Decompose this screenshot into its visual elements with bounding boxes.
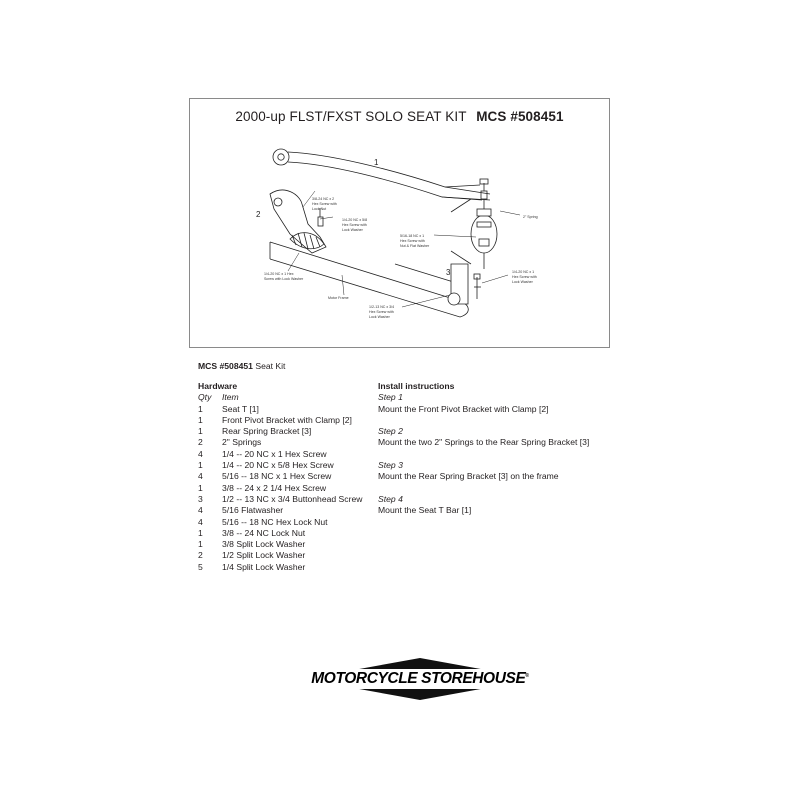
part-number-1: 1 <box>374 158 379 167</box>
callout-3-8-hex <box>312 197 337 211</box>
svg-text:Hex Screw with: Hex Screw with <box>312 202 337 206</box>
hardware-row <box>198 449 376 460</box>
step-text: Mount the Rear Spring Bracket [3] on the frame <box>378 471 559 482</box>
hardware-list <box>198 381 376 573</box>
hardware-qty: 1 <box>198 403 203 414</box>
seat-t-bar <box>273 149 490 200</box>
hardware-item: 3/8 Split Lock Washer <box>222 539 306 550</box>
svg-text:Nut & Flat Washer: Nut & Flat Washer <box>400 244 430 248</box>
part-number-2: 2 <box>256 210 261 219</box>
svg-text:Lock Washer: Lock Washer <box>342 228 363 232</box>
step-text: Mount the two 2" Springs to the Rear Spring Bracket [3] <box>378 437 590 448</box>
hardware-heading: Hardware <box>198 381 238 391</box>
motorcycle-storehouse-logo <box>304 658 536 700</box>
hardware-qty: 1 <box>198 527 203 538</box>
svg-text:3/8-24 NC x 2: 3/8-24 NC x 2 <box>312 197 335 201</box>
hardware-row <box>198 415 376 426</box>
hardware-item: 5/16 -- 18 NC Hex Lock Nut <box>222 516 328 527</box>
svg-text:5/16-18 NC x 1: 5/16-18 NC x 1 <box>400 234 425 238</box>
hardware-item: 2" Springs <box>222 437 262 448</box>
rear-spring-bracket <box>448 264 481 305</box>
step-label: Step 1 <box>378 392 403 403</box>
hardware-item: Rear Spring Bracket [3] <box>222 426 312 437</box>
hardware-qty: 5 <box>198 561 203 572</box>
svg-text:Hex Screw with: Hex Screw with <box>512 275 537 279</box>
hardware-row <box>198 562 376 573</box>
step-label: Step 3 <box>378 460 403 471</box>
hardware-qty: 4 <box>198 448 203 459</box>
part-number-3: 3 <box>446 268 451 277</box>
hardware-qty: 3 <box>198 493 203 504</box>
hardware-qty: 1 <box>198 482 203 493</box>
hardware-row <box>198 426 376 437</box>
hardware-qty: 4 <box>198 505 203 516</box>
hardware-row <box>198 494 376 505</box>
callout-1-4-5-8-hex <box>342 218 367 232</box>
hardware-item: 3/8 -- 24 x 2 1/4 Hex Screw <box>222 482 327 493</box>
hardware-qty: 1 <box>198 460 203 471</box>
kit-heading <box>198 361 285 371</box>
callout-1-4-1-hex-left <box>264 272 304 281</box>
hardware-qty: 1 <box>198 426 203 437</box>
hardware-qty: 2 <box>198 437 203 448</box>
callout-1-2-hex <box>369 305 394 319</box>
qty-column-header: Qty <box>198 392 212 403</box>
hardware-item: 1/2 Split Lock Washer <box>222 550 306 561</box>
hardware-item: 1/4 -- 20 NC x 5/8 Hex Screw <box>222 460 334 471</box>
svg-text:Hex Screw with: Hex Screw with <box>342 223 367 227</box>
logo-wordmark: MOTORCYCLE STOREHOUSE <box>311 670 526 687</box>
svg-text:1/2-13 NC x 3/4: 1/2-13 NC x 3/4 <box>369 305 395 309</box>
svg-text:Lock Washer: Lock Washer <box>512 280 533 284</box>
hardware-item: 1/2 -- 13 NC x 3/4 Buttonhead Screw <box>222 493 363 504</box>
svg-text:Lock Washer: Lock Washer <box>369 315 390 319</box>
hardware-row <box>198 505 376 516</box>
hardware-row <box>198 460 376 471</box>
registered-mark: ® <box>525 672 529 679</box>
hardware-row <box>198 471 376 482</box>
spring-assembly <box>451 199 497 269</box>
diagram-kit-number: MCS #508451 <box>476 109 564 124</box>
hardware-item: 5/16 Flatwasher <box>222 505 284 516</box>
hardware-item: 1/4 -- 20 NC x 1 Hex Screw <box>222 448 327 459</box>
svg-text:Hex Screw with: Hex Screw with <box>400 239 425 243</box>
hardware-column-headers <box>198 392 376 403</box>
hardware-row <box>198 517 376 528</box>
hardware-qty: 2 <box>198 550 203 561</box>
step-label: Step 4 <box>378 493 403 504</box>
svg-text:Motor Frame: Motor Frame <box>328 296 349 300</box>
assembly-diagram <box>189 98 610 348</box>
hardware-qty: 1 <box>198 539 203 550</box>
hardware-item: Front Pivot Bracket with Clamp [2] <box>222 414 352 425</box>
hardware-qty: 4 <box>198 516 203 527</box>
svg-text:Lock Nut: Lock Nut <box>312 207 327 211</box>
callout-motor-frame <box>328 296 349 300</box>
step-label: Step 2 <box>378 426 403 437</box>
svg-text:1/4-20 NC x 5/8: 1/4-20 NC x 5/8 <box>342 218 368 222</box>
svg-text:1/4-20 NC x 1 Hex: 1/4-20 NC x 1 Hex <box>264 272 294 276</box>
step-text: Mount the Front Pivot Bracket with Clamp [2] <box>378 403 549 414</box>
kit-heading-label: Seat Kit <box>255 361 286 371</box>
hardware-item: Seat T [1] <box>222 403 259 414</box>
hardware-rows <box>198 404 376 573</box>
hardware-item: 1/4 Split Lock Washer <box>222 561 306 572</box>
hardware-row <box>198 528 376 539</box>
svg-text:1/4-20 NC x 1: 1/4-20 NC x 1 <box>512 270 535 274</box>
exploded-view-drawing <box>190 99 611 349</box>
callout-spring <box>523 215 538 219</box>
install-steps <box>378 392 618 516</box>
hardware-row <box>198 437 376 448</box>
kit-heading-number: MCS #508451 <box>198 361 253 371</box>
callout-5-16-hex <box>400 234 430 248</box>
item-column-header: Item <box>222 392 239 403</box>
hardware-row <box>198 539 376 550</box>
hardware-item: 5/16 -- 18 NC x 1 Hex Screw <box>222 471 332 482</box>
hardware-row <box>198 483 376 494</box>
hardware-row <box>198 404 376 415</box>
hardware-qty: 4 <box>198 471 203 482</box>
hardware-qty: 1 <box>198 414 203 425</box>
svg-text:2" Spring: 2" Spring <box>523 215 538 219</box>
hardware-item: 3/8 -- 24 NC Lock Nut <box>222 527 306 538</box>
diagram-title-text: 2000-up FLST/FXST SOLO SEAT KIT <box>235 109 467 124</box>
logo-text <box>304 669 536 689</box>
hardware-row <box>198 550 376 561</box>
svg-text:Screw with Lock Washer: Screw with Lock Washer <box>264 277 304 281</box>
callout-1-4-1-hex-right <box>512 270 537 284</box>
step-text: Mount the Seat T Bar [1] <box>378 505 472 516</box>
install-instructions <box>378 381 618 528</box>
svg-text:Hex Screw with: Hex Screw with <box>369 310 394 314</box>
seat-bolt <box>480 179 488 199</box>
install-heading: Install instructions <box>378 381 455 391</box>
